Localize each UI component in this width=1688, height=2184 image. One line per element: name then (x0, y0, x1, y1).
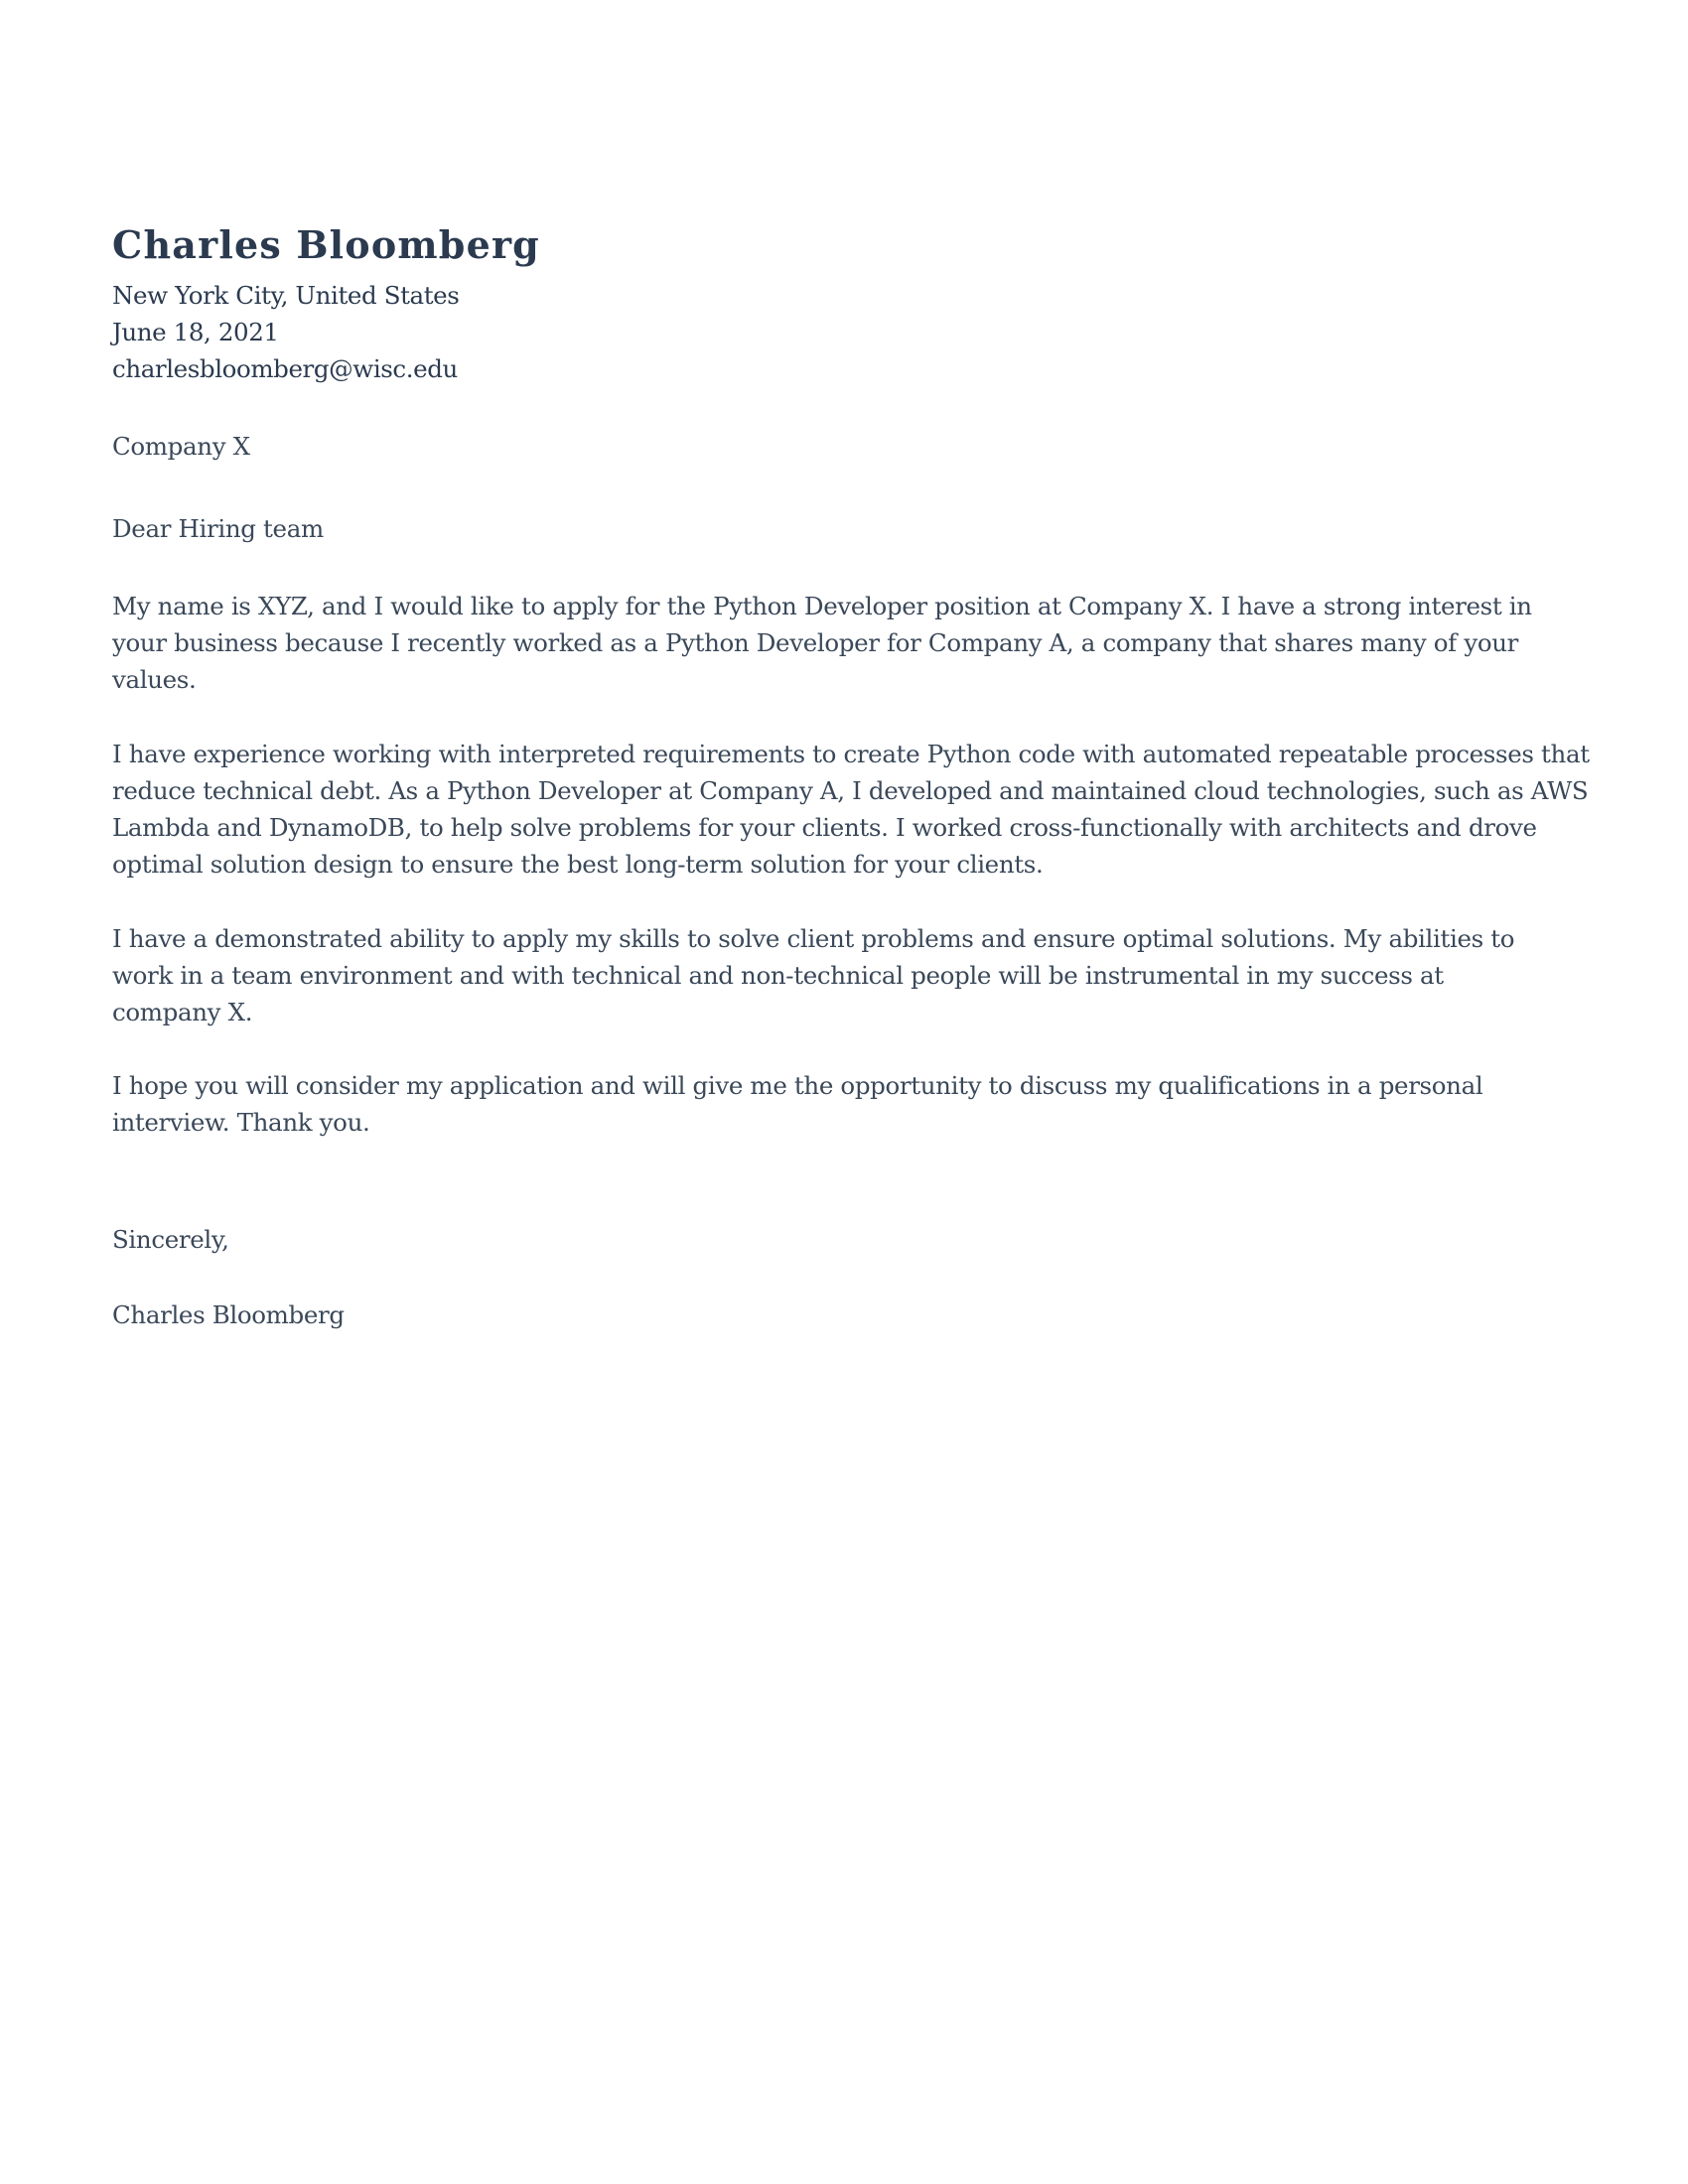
paragraph-line: reduce technical debt. As a Python Developer at Company A, I developed and maintained cloud technologies, such as AWS (112, 776, 1589, 805)
salutation: Dear Hiring team (112, 514, 324, 543)
paragraph-line: I hope you will consider my application and will give me the opportunity to discuss my qualifications in a personal (112, 1071, 1483, 1100)
paragraph-line: your business because I recently worked as a Python Developer for Company A, a company that shares many of your (112, 628, 1519, 657)
paragraph-line: optimal solution design to ensure the best long-term solution for your clients. (112, 850, 1044, 879)
closing: Sincerely, (112, 1225, 229, 1254)
paragraph-line: company X. (112, 998, 253, 1026)
paragraph-line: I have a demonstrated ability to apply my skills to solve client problems and ensure optimal solutions. My abilities to (112, 924, 1515, 953)
signature: Charles Bloomberg (112, 1300, 345, 1329)
paragraph-line: Lambda and DynamoDB, to help solve problems for your clients. I worked cross-functionally with architects and drove (112, 813, 1537, 842)
letter-date: June 18, 2021 (112, 318, 279, 346)
paragraph-line: interview. Thank you. (112, 1108, 370, 1137)
sender-email[interactable] (112, 350, 458, 387)
recipient-company: Company X (112, 432, 250, 461)
email-link[interactable]: charlesbloomberg@wisc.edu (112, 354, 458, 383)
sender-location: New York City, United States (112, 281, 460, 310)
sender-name-heading: Charles Bloomberg (112, 222, 540, 267)
paragraph-line: I have experience working with interpreted requirements to create Python code with automated repeatable processes that (112, 740, 1590, 768)
paragraph-line: My name is XYZ, and I would like to apply for the Python Developer position at Company X. I have a strong interest in (112, 592, 1532, 620)
paragraph-line: work in a team environment and with technical and non-technical people will be instrumental in my success at (112, 961, 1444, 990)
paragraph-line: values. (112, 665, 197, 694)
